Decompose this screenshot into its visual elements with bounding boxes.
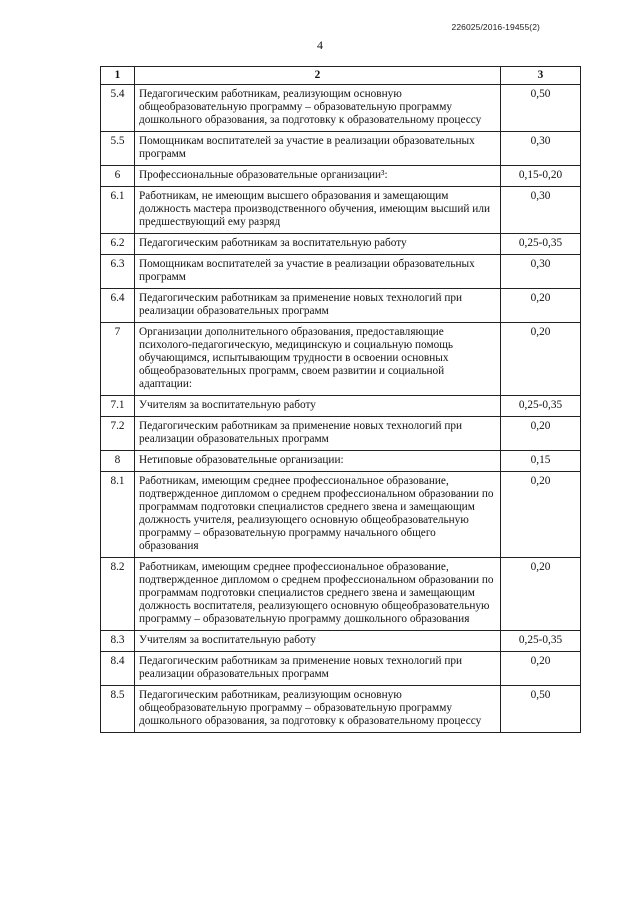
table-row [101,558,581,631]
table-row [101,166,581,187]
row-number-cell: 8.5 [101,686,135,733]
column-header-coefficient: 3 [501,67,581,85]
table-body [101,85,581,733]
row-number-cell: 7 [101,323,135,396]
table-row [101,472,581,558]
row-coefficient-cell: 0,15-0,20 [501,166,581,187]
row-coefficient-cell: 0,20 [501,323,581,396]
row-number-cell: 8.1 [101,472,135,558]
table-row [101,289,581,323]
row-coefficient-cell: 0,20 [501,652,581,686]
row-coefficient-cell: 0,25-0,35 [501,631,581,652]
row-description-cell: Нетиповые образовательные организации: [135,451,501,472]
row-number-cell: 8.4 [101,652,135,686]
table-row [101,451,581,472]
row-number-cell: 6.3 [101,255,135,289]
table-row [101,132,581,166]
row-number-cell: 6.2 [101,234,135,255]
row-number-cell: 8.3 [101,631,135,652]
table-row [101,686,581,733]
table-row [101,652,581,686]
row-description-cell: Работникам, не имеющим высшего образования и замещающим должность мастера производственного обучения, имеющим высший или предшествующий ему разряд [135,187,501,234]
row-description-cell: Педагогическим работникам за применение новых технологий при реализации образовательных программ [135,417,501,451]
table-row [101,631,581,652]
row-coefficient-cell: 0,50 [501,686,581,733]
row-coefficient-cell: 0,30 [501,187,581,234]
row-number-cell: 7.1 [101,396,135,417]
document-registration-code: 226025/2016-19455(2) [451,22,540,32]
allowance-table [100,66,581,733]
table-row [101,255,581,289]
row-coefficient-cell: 0,20 [501,558,581,631]
row-description-cell: Педагогическим работникам за применение новых технологий при реализации образовательных программ [135,652,501,686]
page-number: 4 [317,38,323,52]
row-description-cell: Профессиональные образовательные организации³: [135,166,501,187]
row-coefficient-cell: 0,50 [501,85,581,132]
row-number-cell: 5.4 [101,85,135,132]
row-number-cell: 8 [101,451,135,472]
row-number-cell: 6.4 [101,289,135,323]
row-number-cell: 5.5 [101,132,135,166]
row-coefficient-cell: 0,15 [501,451,581,472]
row-description-cell: Педагогическим работникам за воспитательную работу [135,234,501,255]
table-row [101,187,581,234]
row-coefficient-cell: 0,30 [501,132,581,166]
row-description-cell: Работникам, имеющим среднее профессиональное образование, подтвержденное дипломом о среднем профессиональном образовании по программам подготовки специалистов среднего звена и замещающим должность воспитателя, реализующего основную общеобразовательную программу – образовательную программу дошкольного образования [135,558,501,631]
row-description-cell: Работникам, имеющим среднее профессиональное образование, подтвержденное дипломом о среднем профессиональном образовании по программам подготовки специалистов среднего звена и замещающим должность учителя, реализующего основную общеобразовательную программу – образовательную программу начального общего образования [135,472,501,558]
row-description-cell: Учителям за воспитательную работу [135,631,501,652]
row-description-cell: Организации дополнительного образования, предоставляющие психолого-педагогическую, медицинскую и социальную помощь обучающимся, испытывающим трудности в освоении основных общеобразовательных программ, своем развитии и социальной адаптации: [135,323,501,396]
row-coefficient-cell: 0,30 [501,255,581,289]
row-coefficient-cell: 0,25-0,35 [501,396,581,417]
row-coefficient-cell: 0,25-0,35 [501,234,581,255]
table-row [101,234,581,255]
row-description-cell: Педагогическим работникам за применение новых технологий при реализации образовательных программ [135,289,501,323]
row-description-cell: Помощникам воспитателей за участие в реализации образовательных программ [135,255,501,289]
column-header-description: 2 [135,67,501,85]
row-description-cell: Педагогическим работникам, реализующим основную общеобразовательную программу – образовательную программу дошкольного образования, за подготовку к образовательному процессу [135,686,501,733]
row-description-cell: Педагогическим работникам, реализующим основную общеобразовательную программу – образовательную программу дошкольного образования, за подготовку к образовательному процессу [135,85,501,132]
table-row [101,396,581,417]
row-number-cell: 7.2 [101,417,135,451]
table-row [101,85,581,132]
row-number-cell: 6 [101,166,135,187]
table-header-row [101,67,581,85]
row-description-cell: Учителям за воспитательную работу [135,396,501,417]
row-number-cell: 6.1 [101,187,135,234]
row-description-cell: Помощникам воспитателей за участие в реализации образовательных программ [135,132,501,166]
row-coefficient-cell: 0,20 [501,417,581,451]
table-row [101,323,581,396]
table-row [101,417,581,451]
row-coefficient-cell: 0,20 [501,289,581,323]
row-number-cell: 8.2 [101,558,135,631]
column-header-number: 1 [101,67,135,85]
row-coefficient-cell: 0,20 [501,472,581,558]
